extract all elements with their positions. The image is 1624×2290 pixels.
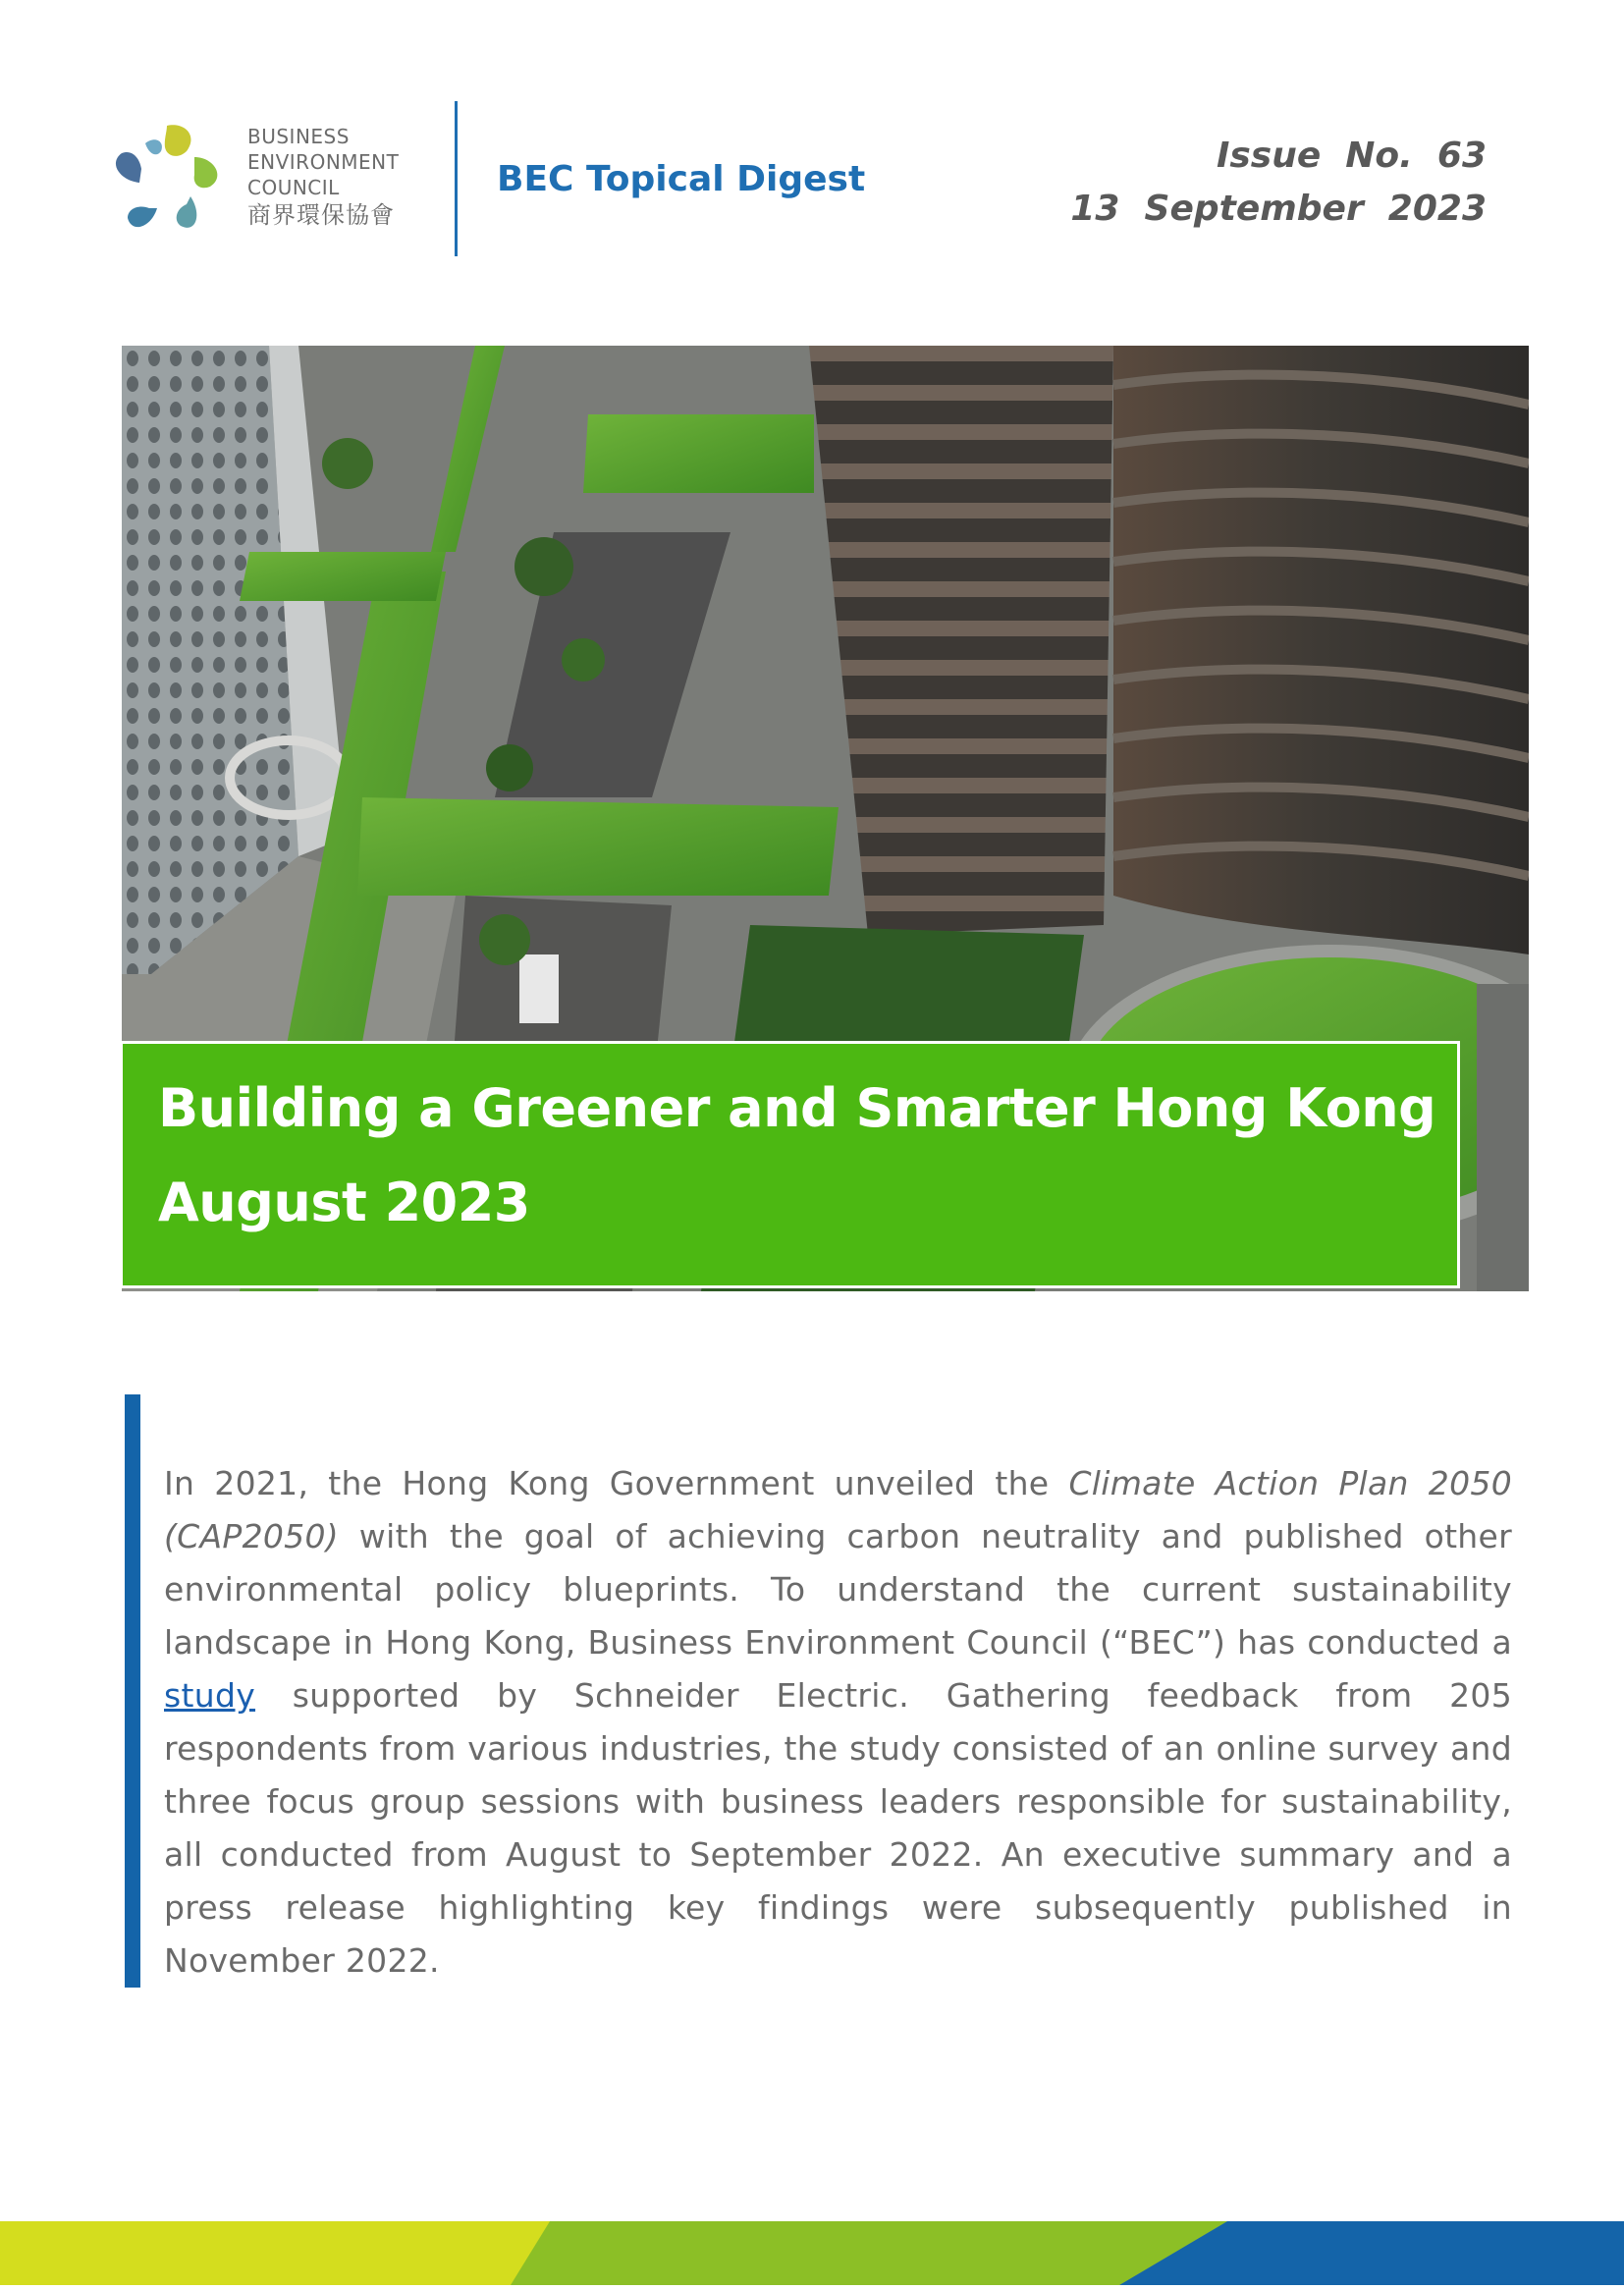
- issue-block: [1070, 130, 1487, 236]
- bec-logo: [108, 118, 236, 241]
- intro-paragraph: [164, 1457, 1512, 1988]
- digest-title: BEC Topical Digest: [497, 159, 866, 199]
- intro-text-1: In 2021, the Hong Kong Government unveiled the: [164, 1464, 1069, 1502]
- headline-box: [120, 1041, 1460, 1288]
- org-name-chinese: 商界環保協會: [247, 201, 395, 229]
- footer-band: [0, 2221, 1624, 2285]
- headline-date: August 2023: [158, 1172, 530, 1233]
- plan-name: Climate Action Plan 2050 (CAP2050): [164, 1464, 1512, 1555]
- org-name-line-3: COUNCIL: [247, 176, 340, 199]
- org-name-line-1: BUSINESS: [247, 125, 350, 148]
- org-name: [247, 124, 399, 228]
- issue-date: 13 September 2023: [1070, 189, 1487, 229]
- headline-title: Building a Greener and Smarter Hong Kong: [158, 1077, 1436, 1139]
- accent-bar: [125, 1394, 140, 1988]
- intro-text-2: with the goal of achieving carbon neutrality and published other environmental policy blueprints. To understand the current sustainability landscape in Hong Kong, Business Environment Council (“BEC”) has conducted a: [164, 1517, 1512, 1662]
- issue-number: Issue No. 63: [1216, 136, 1487, 176]
- intro-text-3: supported by Schneider Electric. Gathering feedback from 205 respondents from various industries, the study consisted of an online survey and three focus group sessions with business leaders responsible for sustainability, all conducted from August to September 2022. An executive summary and a press release highlighting key findings were subsequently published in November 2022.: [164, 1676, 1512, 1980]
- org-name-line-2: ENVIRONMENT: [247, 150, 400, 174]
- header-divider: [455, 101, 458, 256]
- study-link[interactable]: study: [164, 1676, 256, 1715]
